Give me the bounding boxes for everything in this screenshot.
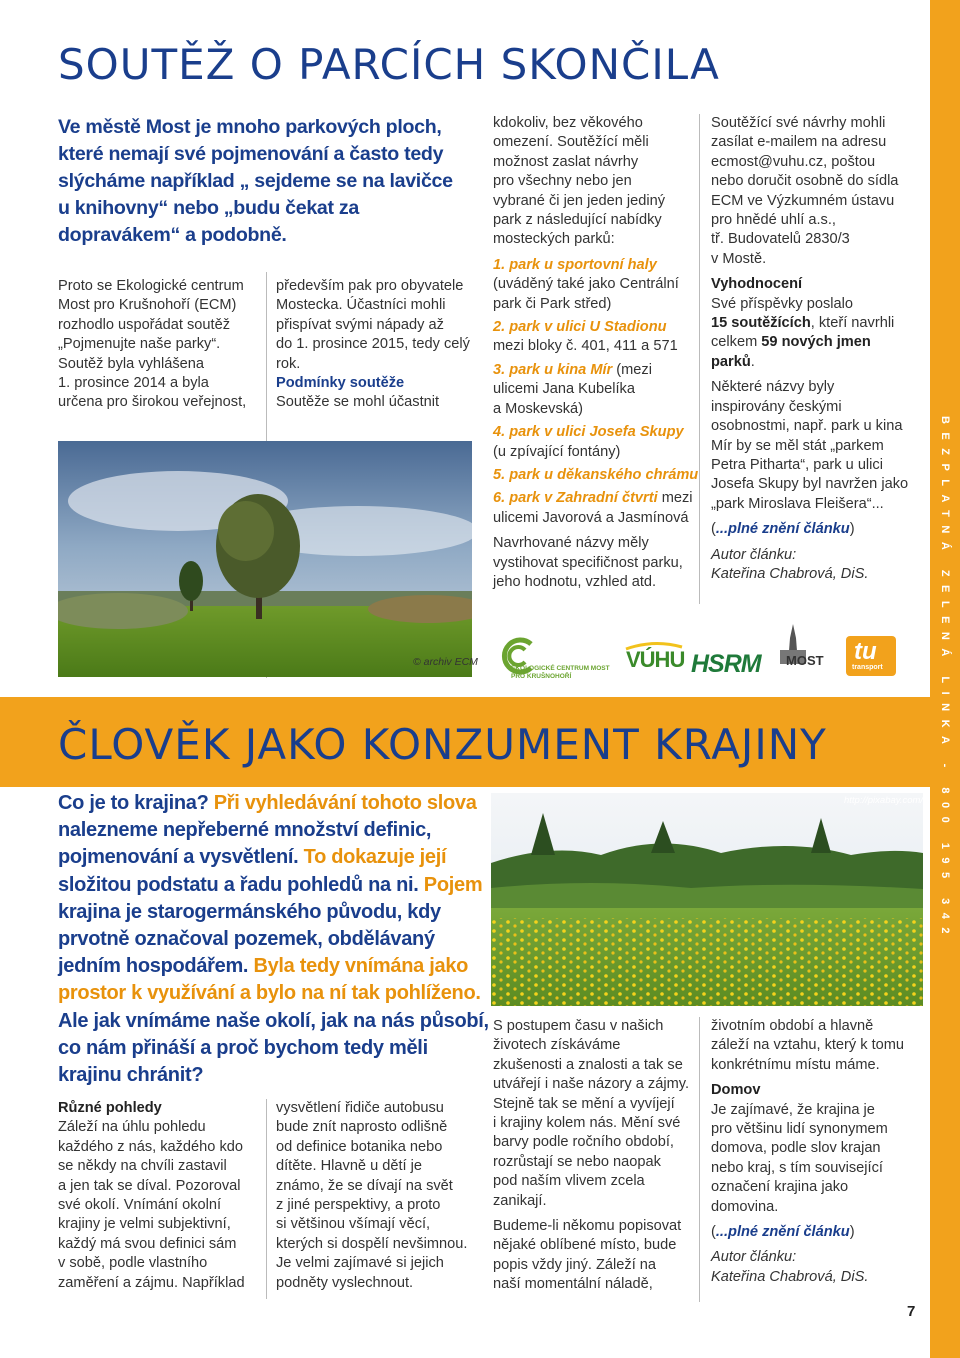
text-line: ECM ve Výzkumném ústavu xyxy=(711,192,895,209)
text-line: podněty vyslechnout. xyxy=(276,1274,414,1291)
text-line: „park Miroslava Fleišera“... xyxy=(711,495,884,512)
article1-col4: Soutěžící své návrhy mohli zasílat e-mailem na adresu ecmost@vuhu.cz, poštou nebo doručit osobně do sídla ECM ve Výzkumném ústavu pro hnědé uhlí a.s., tř. Budovatelů 2830/3 v Mostě. Vyhodnocení Své příspěvky poslalo 15 soutěžících, kteří navrhli celkem 59 nových jmen parků. Některé názvy byly inspirovány českými osobnostmi, např. park u kina Mír by se měl stát „parkem Petra Pitharta“, park u ulici Josefa Skupy byl navržen jako „park Miroslava Fleišera“... (...plné znění článku) Autor článku: Kateřina Chabrová, DiS. xyxy=(711,114,926,584)
author-name-2: Kateřina Chabrová, DiS. xyxy=(711,1268,869,1285)
text-line: označení krajina jako xyxy=(711,1179,849,1196)
lead-line: Co je to krajina? Při vyhledávání tohoto slova xyxy=(58,792,477,814)
text-line: Proto se Ekologické centrum xyxy=(58,278,244,294)
text-line: zanikají. xyxy=(493,1192,547,1209)
park-item: 5. park u děkanského chrámu xyxy=(493,466,699,483)
vuhu-logo: VÚHU xyxy=(624,641,684,681)
text-line: zasílat e-mailem na adresu xyxy=(711,134,887,151)
full-article-link[interactable]: (...plné znění článku) xyxy=(711,521,855,538)
hsrm-logo: HSRM xyxy=(691,650,761,678)
text-line: zaměření a zájmu. Například xyxy=(58,1274,245,1291)
text-line: pro hnědé uhlí a.s., xyxy=(711,212,836,229)
text-line: Mostecka. Účastníci mohli xyxy=(276,297,446,314)
text-line: nebo kraj, s tím související xyxy=(711,1159,883,1176)
text-line: které nemají své pojmenování a často tedy xyxy=(58,143,444,165)
text-line: od definice botanika nebo xyxy=(276,1138,443,1155)
text-line: přispívat svými nápady až xyxy=(276,316,444,333)
text-line: nějaké oblíbené místo, bude xyxy=(493,1237,677,1254)
evaluation-heading: Vyhodnocení xyxy=(711,276,803,293)
park-item: 4. park v ulici Josefa Skupy xyxy=(493,424,684,441)
text-line: domovina. xyxy=(711,1198,779,1215)
text-line: životním období a hlavně xyxy=(711,1018,874,1034)
text-line: kdokoliv, bez věkového xyxy=(493,115,643,131)
text-line: pro většinu lidí synonymem xyxy=(711,1121,888,1138)
text-line: dopravákem“ a podobně. xyxy=(58,224,287,246)
page-number: 7 xyxy=(907,1303,916,1320)
text-line: Soutěž byla vyhlášena xyxy=(58,355,205,372)
article1-col2 xyxy=(276,277,476,413)
text-line: možnost zaslat návrhy xyxy=(493,153,639,170)
text-line: bude znít naprosto odlišně xyxy=(276,1119,448,1136)
text-line: do 1. prosince 2015, tedy celý xyxy=(276,336,470,353)
lead-line: krajina je starogermánského původu, kdy xyxy=(58,900,441,923)
article2-col2 xyxy=(276,1099,476,1293)
text-line: Navrhované názvy měly xyxy=(493,535,649,552)
text-line: Stejně tak se mění a vyvíjejí xyxy=(493,1095,675,1112)
text-line: Budeme-li někomu popisovat xyxy=(493,1218,682,1235)
text-line: S postupem času v našich xyxy=(493,1018,664,1034)
text-line: Soutěžící své návrhy mohli xyxy=(711,115,886,131)
lead-line: prvotně označoval pozemek, obdělávaný xyxy=(58,928,435,951)
article1-title: SOUTĚŽ O PARCÍCH SKONČILA xyxy=(58,40,720,89)
text-line: nebo doručit osobně do sídla xyxy=(711,173,899,190)
text-line: a jen tak se díval. Pozoroval xyxy=(58,1177,241,1194)
text-line: Petra Pitharta“, park u ulici xyxy=(711,456,883,473)
home-heading: Domov xyxy=(711,1082,761,1099)
text-line: tř. Budovatelů 2830/3 xyxy=(711,231,850,248)
article1-lead xyxy=(58,114,453,249)
text-line: se někdy na chvíli zastavil xyxy=(58,1158,227,1175)
lead-line: krajinu chránit? xyxy=(58,1064,204,1087)
park-item: 2. park v ulici U Stadionu xyxy=(493,319,667,336)
article2-col1 xyxy=(58,1099,258,1293)
text-line: jeho hodnotu, vzhled atd. xyxy=(493,573,657,590)
text-line: záleží na vztahu, který k tomu xyxy=(711,1037,905,1054)
text-line: naší momentální náladě, xyxy=(493,1276,653,1293)
text-line: domova, podle slov krajan xyxy=(711,1140,881,1157)
text-line: známo, že se dívají na svět xyxy=(276,1177,453,1194)
article2-lead xyxy=(58,790,489,1089)
text-line: mosteckých parků: xyxy=(493,231,615,248)
text-line: osobnostmi, např. park u kina xyxy=(711,418,903,435)
text-line: v Mostě. xyxy=(711,250,767,267)
lead-line: jedním hospodářem. Byla tedy vnímána jako xyxy=(58,955,469,978)
text-line: Záleží na úhlu pohledu xyxy=(58,1119,206,1136)
tu-transport-logo: tu transport xyxy=(846,636,896,676)
meadow-photo xyxy=(491,793,923,1006)
text-line: každého z nás, každého kdo xyxy=(58,1138,243,1155)
text-line: inspirovány českými xyxy=(711,398,842,415)
sidebar-hotline: BEZPLATNÁ ZELENÁ LINKA - 800 195 342 xyxy=(939,415,951,943)
text-line: park z následující nabídky xyxy=(493,212,662,229)
lead-line: prostor k využívání a bylo na ní tak pohlíženo. xyxy=(58,982,481,1005)
text-line: Mír by se měl stát „parkem xyxy=(711,437,884,454)
text-line: rok. xyxy=(276,355,301,372)
text-line: životech získáváme xyxy=(493,1037,621,1054)
text-line: z jiné perspektivy, a proto xyxy=(276,1197,441,1214)
lead-line: Ale jak vnímáme naše okolí, jak na nás působí, xyxy=(58,1009,489,1032)
text-line: pro všechny nebo jen xyxy=(493,173,632,190)
text-line: vysvětlení řidiče autobusu xyxy=(276,1100,444,1116)
text-line: pod naším vlivem zcela xyxy=(493,1173,645,1190)
text-line: dítěte. Hlavně u dětí je xyxy=(276,1158,423,1175)
article2-title: ČLOVĚK JAKO KONZUMENT KRAJINY xyxy=(58,720,827,769)
text-line: Most pro Krušnohoří (ECM) xyxy=(58,297,237,314)
text-line: ecmost@vuhu.cz, poštou xyxy=(711,153,876,170)
text-line: zkušenosti a znalosti a tak se xyxy=(493,1056,683,1073)
lead-line: složitou podstatu a řadu pohledů na ni. Pojem xyxy=(58,873,483,896)
text-line: popis vždy jiný. Záleží na xyxy=(493,1256,657,1273)
text-line: rozhodlo uspořádat soutěž xyxy=(58,316,230,333)
text-line: omezení. Soutěžící měli xyxy=(493,134,649,151)
article1-col1 xyxy=(58,277,246,413)
park-photo xyxy=(58,441,472,677)
text-line: především pak pro obyvatele xyxy=(276,278,464,294)
text-line: Některé názvy byly xyxy=(711,379,835,396)
park-item: 3. park u kina Mír (mezi xyxy=(493,361,652,378)
text-line: utvářejí i naše názory a zájmy. xyxy=(493,1076,690,1093)
park-item: 6. park v Zahradní čtvrti mezi xyxy=(493,490,693,507)
text-line: Josefa Skupy byl navržen jako xyxy=(711,476,909,493)
text-line: rozrůstají se nebo naopak xyxy=(493,1153,661,1170)
text-line: u knihovny“ nebo „budu čekat za xyxy=(58,197,359,219)
text-line: konkrétnímu místu máme. xyxy=(711,1056,880,1073)
text-line: „Pojmenujte naše parky“. xyxy=(58,336,221,353)
article1-col3: kdokoliv, bez věkového omezení. Soutěžící měli možnost zaslat návrhy pro všechny nebo jen vybrané či jen jeden jediný park z následující nabídky mosteckých parků: 1. park u sportovní haly (uváděný také jako Centrální park či Park střed) 2. park v ulici U Stadionu mezi bloky č. 401, 411 a 571 3. park u kina Mír (mezi ulicemi Jana Kubelíka a Moskevská) 4. park v ulici Josefa Skupy (u zpívající fontány) 5. park u děkanského chrámu 6. park v Zahradní čtvrti mezi ulicemi Javorová a Jasmínová Navrhované názvy měly vystihovat specifičnost parku, jeho hodnotu, vzhled atd. xyxy=(493,114,693,592)
text-line: slýcháme například „ sejdeme se na lavičce xyxy=(58,170,453,192)
text-line: své okolí. Vnímání okolní xyxy=(58,1197,222,1214)
text-line: i krajiny kolem nás. Mění své xyxy=(493,1115,681,1132)
ecm-logo: EKOLOGICKÉ CENTRUM MOST PRO KRUŠNOHOŘÍ xyxy=(497,636,617,682)
author-name: Kateřina Chabrová, DiS. xyxy=(711,565,869,582)
lead-line: co nám přináší a proč bychom tedy měli xyxy=(58,1036,428,1059)
most-logo: MOST xyxy=(778,624,838,682)
article2-col3 xyxy=(493,1017,693,1295)
text-line: barvy podle ročního období, xyxy=(493,1134,674,1151)
text-line: vystihovat specifičnost parku, xyxy=(493,554,683,571)
text-line: kterých si dospělí nevšimnou. xyxy=(276,1235,468,1252)
text-line: krajiny je velmi subjektivní, xyxy=(58,1216,231,1233)
text-line: každý má svou definici sám xyxy=(58,1235,237,1252)
lead-line: nalezneme nepřeberné množství definic, xyxy=(58,819,432,842)
full-article-link-2[interactable]: (...plné znění článku) xyxy=(711,1224,855,1241)
photo2-source: http://pixabay.com/ xyxy=(844,795,924,806)
article2-col4: životním období a hlavně záleží na vztahu, který k tomu konkrétnímu místu máme. Domov Je zajímavé, že krajina je pro většinu lidí synonymem domova, podle slov krajan nebo kraj, s tím související označení krajina jako domovina. (...plné znění článku) Autor článku: Kateřina Chabrová, DiS. xyxy=(711,1017,926,1287)
conditions-text: Soutěže se mohl účastnit xyxy=(276,394,440,411)
photo-credit: © archiv ECM xyxy=(413,656,478,668)
lead-line: pojmenování a vysvětlení. To dokazuje její xyxy=(58,846,447,869)
conditions-heading: Podmínky soutěže xyxy=(276,375,405,392)
park-item: 1. park u sportovní haly xyxy=(493,256,657,273)
text-line: vybrané či jen jeden jediný xyxy=(493,192,665,209)
text-line: Je zajímavé, že krajina je xyxy=(711,1101,875,1118)
text-line: v sobě, podle vlastního xyxy=(58,1255,208,1272)
views-heading: Různé pohledy xyxy=(58,1100,162,1116)
text-line: 1. prosince 2014 a byla xyxy=(58,375,209,392)
text-line: Je velmi zajímavé si jejich xyxy=(276,1255,444,1272)
text-line: Ve městě Most je mnoho parkových ploch, xyxy=(58,116,442,138)
text-line: určena pro širokou veřejnost, xyxy=(58,394,247,411)
text-line: si většinou všímají věcí, xyxy=(276,1216,431,1233)
